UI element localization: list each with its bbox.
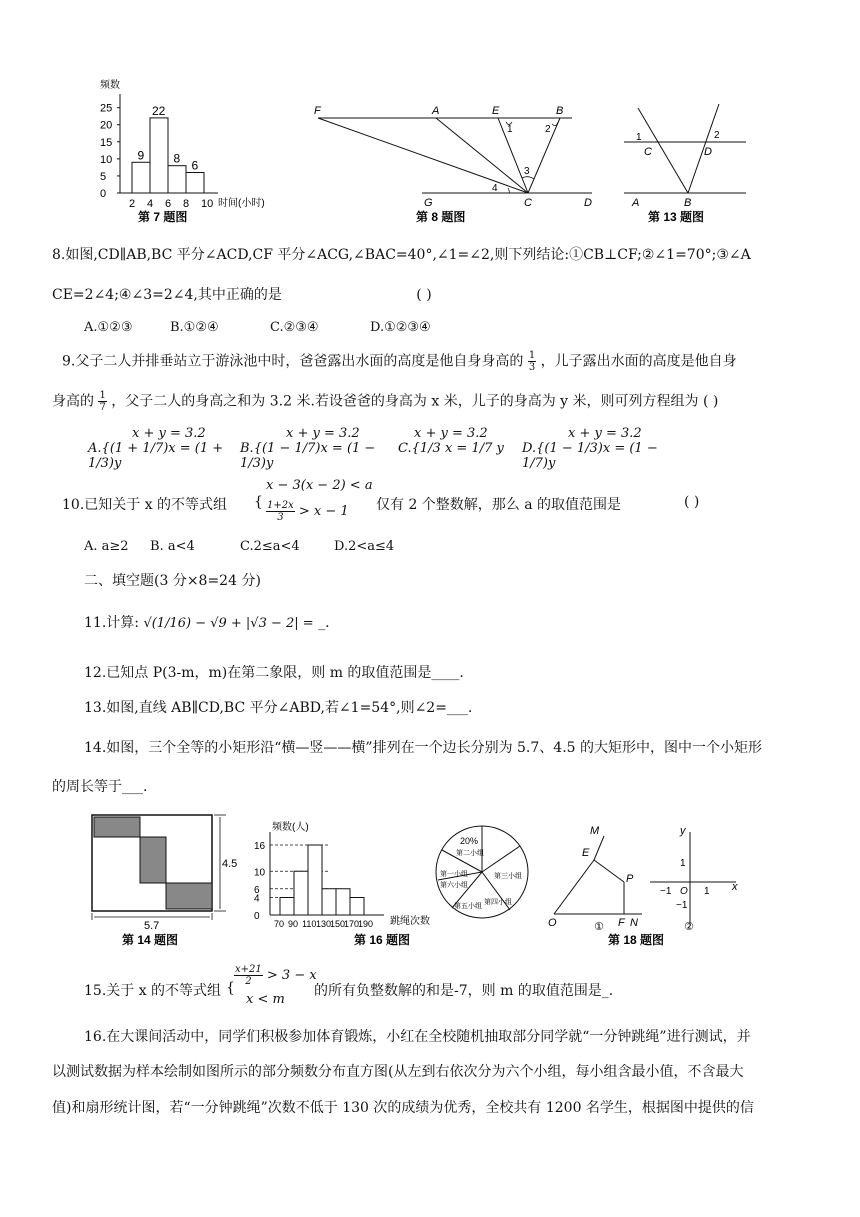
fig7-ytick: 10: [100, 153, 113, 166]
q10-option-c: C.2≤a<4: [240, 539, 300, 554]
q8-line-2: [52, 284, 432, 304]
fig7-bar-label: 8: [173, 151, 181, 166]
q10-ineq-2: [266, 500, 349, 523]
fig16-xlabel: 跳绳次数: [390, 916, 430, 927]
q10-option-a: A. a≥2: [84, 539, 129, 554]
q9-option-b-top: x + y = 3.2: [286, 426, 360, 441]
q10-ineq-2-num: 1+2x: [267, 500, 294, 511]
fig18-mark-2: ②: [684, 921, 694, 933]
fig13-label-D: D: [704, 146, 712, 158]
q10-ineq-2-den: 3: [277, 512, 284, 523]
fig18-label-M: M: [590, 825, 600, 837]
fig18-tick-y1: 1: [680, 858, 686, 869]
q9-option-c-top: x + y = 3.2: [414, 426, 488, 441]
q9-option-c-bottom: 1/3 x = 1/7 y: [419, 441, 504, 456]
q9-line-2a: 身高的: [52, 393, 94, 410]
fig7-ytick: 20: [100, 119, 113, 132]
q8-option-b: B.①②④: [170, 320, 219, 335]
q10-suffix: 仅有 2 个整数解，那么 a 的取值范围是: [376, 497, 622, 513]
q15-ineq-1: [234, 964, 317, 987]
fig13-caption: 第 13 题图: [648, 210, 705, 224]
fig18-tick-ym1: −1: [676, 900, 688, 911]
fig7-ytick: 15: [100, 136, 113, 149]
fig18-axis-x: x: [732, 881, 738, 893]
fig8-label-C: C: [524, 197, 532, 209]
q9-option-b-bottom: (1 − 1/7)x = (1 − 1/3)y: [240, 441, 376, 471]
q9-option-c: x + y = 3.2 C.{1/3 x = 1/7 y: [398, 426, 518, 456]
q14-line-2: 的周长等于___.: [52, 779, 148, 795]
q9-option-c-label: C.: [398, 441, 412, 456]
fig7-ylabel: 频数: [100, 80, 120, 91]
fig16-pie-group-3: 第三小组: [494, 873, 522, 880]
q9-option-a-top: x + y = 3.2: [132, 426, 206, 441]
fig16-xtick: 150: [330, 919, 346, 929]
fig16-bar: [308, 845, 322, 915]
q8-line-1: 8.如图,CD∥AB,BC 平分∠ACD,CF 平分∠ACG,∠BAC=40°,∠1=∠2,则下列结论:①CB⊥CF;②∠1=70°;③∠A: [52, 247, 751, 263]
fig16-bar: [280, 898, 294, 916]
fig7-ytick: 0: [100, 188, 107, 200]
q9-option-a-bottom: (1 + 1/7)x = (1 + 1/3)y: [88, 441, 224, 471]
fig16-bar: [336, 889, 350, 915]
fig7-xtick: 10: [201, 198, 214, 210]
fig18-label-O: O: [548, 917, 557, 929]
fig18-tick-x1: 1: [704, 886, 710, 897]
fig16-pie-group-2: 第二小组: [456, 850, 484, 857]
section-2-heading: 二、填空题(3 分×8=24 分): [84, 573, 261, 589]
fig16-ytick: 6: [254, 884, 260, 896]
fig8-label-A: A: [432, 105, 440, 117]
fig7-xtick: 4: [147, 198, 154, 210]
fig8-angle-3: 3: [524, 166, 530, 177]
fig8-label-E: E: [492, 105, 500, 117]
fig13-label-C: C: [644, 146, 652, 158]
fig16-xtick: 90: [288, 919, 299, 929]
fig14-height-label: 4.5: [222, 858, 238, 870]
q9-line-1: [62, 350, 737, 373]
q9-option-b-label: B.: [240, 441, 254, 456]
figure-16-pie: [430, 820, 540, 920]
fig14-caption: 第 14 题图: [122, 933, 179, 947]
q8-option-d: D.①②③④: [370, 320, 431, 335]
q9-line-1b: ，儿子露出水面的高度是他自身: [540, 353, 737, 370]
fig16-pie-group-4: 第四小组: [484, 899, 512, 906]
q10-ineq-2-frac: [266, 500, 295, 523]
fig18-origin: O: [680, 886, 688, 897]
fig13-angle-1: 1: [636, 132, 642, 143]
figure-14-rectangles: [86, 810, 246, 950]
q10-brace: {: [254, 494, 263, 510]
q9-line-1a: 9.父子二人并排垂站立于游泳池中时，爸爸露出水面的高度是他自身身高的: [62, 353, 524, 370]
q9-frac2-den: 7: [99, 402, 106, 413]
q9-option-d-label: D.: [522, 441, 537, 456]
q9-fraction-1-7: [98, 390, 106, 413]
fig16-ytick: 16: [254, 841, 266, 852]
q8-line-2-text: CE=2∠4;④∠3=2∠4,其中正确的是: [52, 287, 282, 303]
fig8-label-F: F: [314, 105, 321, 117]
q10-option-d: D.2<a≤4: [334, 539, 395, 554]
q11-prefix: 11.计算:: [84, 615, 139, 631]
q9-option-a: x + y = 3.2 A.{(1 + 1/7)x = (1 + 1/3)y: [88, 426, 248, 471]
q15-ineq-1-frac: [234, 964, 263, 987]
fig8-label-G: G: [424, 197, 433, 209]
q8-option-c: C.②③④: [270, 320, 319, 335]
fig13-label-B: B: [684, 197, 692, 209]
figure-13-geometry: [618, 100, 758, 230]
fig7-xtick: 6: [165, 198, 172, 210]
fig18-label-E: E: [582, 847, 590, 859]
fig16-caption: 第 16 题图: [354, 933, 411, 947]
q14-line-1: 14.如图，三个全等的小矩形沿“横—竖——横”排列在一个边长分别为 5.7、4.5 的大矩形中，图中一个小矩形: [84, 740, 763, 756]
fig16-pie-percent: 20%: [460, 836, 479, 846]
fig7-bar: [132, 162, 150, 193]
fig16-bar: [322, 889, 336, 915]
q12: 12.已知点 P(3-m，m)在第二象限，则 m 的取值范围是____.: [84, 665, 464, 681]
fig16-xtick: 170: [344, 919, 360, 929]
q10-paren: ( ): [684, 494, 700, 510]
q10-prefix: 10.已知关于 x 的不等式组: [62, 497, 228, 513]
fig8-angle-1: 1: [507, 124, 513, 135]
figure-16-histogram: [250, 810, 440, 950]
fig8-label-D: D: [584, 197, 592, 209]
fig16-xtick: 110: [302, 919, 317, 929]
figure-7-histogram: [78, 70, 308, 230]
fig7-bar: [150, 118, 168, 193]
fig7-xtick: 8: [183, 198, 190, 210]
fig18-caption: 第 18 题图: [608, 933, 665, 947]
q11-expression: √(1/16) − √9 + |√3 − 2| =: [143, 616, 314, 631]
q13: 13.如图,直线 AB∥CD,BC 平分∠ABD,若∠1=54°,则∠2=___.: [84, 700, 473, 716]
q9-frac1-num: 1: [528, 350, 536, 361]
fig7-caption: 第 7 题图: [138, 210, 188, 224]
fig7-bar-label: 22: [152, 103, 166, 118]
fig8-angle-2: 2: [545, 124, 551, 135]
q9-option-d-bottom: (1 − 1/3)x = (1 − 1/7)y: [522, 441, 658, 471]
fig8-label-B: B: [556, 105, 564, 117]
fig16-bar: [294, 871, 308, 915]
fig7-bar-label: 9: [137, 148, 145, 163]
fig18-label-N: N: [630, 917, 638, 929]
q15-ineq-1-rest: > 3 − x: [266, 968, 317, 983]
figure-8-geometry: [310, 100, 610, 230]
q15-ineq-1-den: 2: [245, 976, 252, 987]
q16-line-1: 16.在大课间活动中，同学们积极参加体育锻炼，小红在全校随机抽取部分同学就“一分钟跳绳”进行测试，并: [84, 1029, 751, 1045]
q15-ineq-2: x < m: [246, 992, 285, 1007]
q9-option-d: x + y = 3.2 D.{(1 − 1/3)x = (1 − 1/7)y: [522, 426, 692, 471]
fig8-angle-4: 4: [492, 183, 498, 194]
fig7-bar: [168, 166, 186, 193]
fig16-xtick: 190: [358, 919, 374, 929]
fig16-bar: [350, 898, 364, 916]
fig18-tick-xm1: −1: [660, 886, 672, 897]
q9-frac2-num: 1: [99, 390, 106, 401]
fig16-pie-group-5: 第五小组: [454, 903, 482, 910]
q11: [84, 612, 330, 632]
fig18-axis-y: y: [680, 825, 686, 837]
fig8-caption: 第 8 题图: [416, 210, 466, 224]
q9-option-d-top: x + y = 3.2: [568, 426, 642, 441]
q8-answer-paren: ( ): [416, 287, 432, 303]
q8-option-a: A.①②③: [84, 320, 133, 335]
fig7-bar-label: 6: [191, 158, 199, 173]
q16-line-2: 以测试数据为样本绘制如图所示的部分频数分布直方图(从左到右依次分为六个小组，每小组含最小值，不含最大: [52, 1064, 744, 1080]
fig18-label-F: F: [618, 917, 625, 929]
q16-line-3: 值)和扇形统计图，若“一分钟跳绳”次数不低于 130 次的成绩为优秀，全校共有 1200 名学生，根据图中提供的信: [52, 1100, 754, 1116]
fig16-ylabel: 频数(人): [272, 822, 309, 833]
q15-ineq-1-num: x+21: [235, 964, 262, 975]
q10-option-b: B. a<4: [150, 539, 195, 554]
fig16-xtick: 130: [316, 919, 332, 929]
fig7-xtick: 2: [129, 198, 136, 210]
q9-line-2: [52, 390, 718, 413]
q9-frac1-den: 3: [528, 362, 536, 373]
fig13-angle-2: 2: [714, 130, 720, 141]
q9-fraction-1-3: [528, 350, 536, 373]
fig16-pie-group-6: 第六小组: [440, 882, 468, 889]
fig7-ytick: 5: [100, 170, 107, 183]
q15-brace: {: [226, 980, 235, 996]
q9-option-a-label: A.: [88, 441, 102, 456]
fig14-width-label: 5.7: [144, 920, 160, 932]
fig16-pie-group-1: 第一小组: [440, 871, 468, 878]
fig16-ytick: 10: [254, 867, 266, 879]
figure-18-diagrams: [540, 820, 750, 950]
q9-option-b: x + y = 3.2 B.{(1 − 1/7)x = (1 − 1/3)y: [240, 426, 400, 471]
fig18-mark-1: ①: [594, 921, 604, 933]
q11-suffix: _.: [318, 615, 330, 631]
fig7-bar: [186, 173, 204, 193]
fig7-ytick: 25: [100, 102, 113, 115]
q10-ineq-1: x − 3(x − 2) < a: [266, 478, 373, 493]
fig16-ytick: 0: [254, 911, 260, 922]
fig13-label-A: A: [632, 197, 640, 209]
q15-suffix: 的所有负整数解的和是-7，则 m 的取值范围是_.: [314, 983, 614, 999]
q10-ineq-2-rest: > x − 1: [298, 504, 349, 519]
q9-line-2b: ，父子二人的身高之和为 3.2 米.若设爸爸的身高为 x 米，儿子的身高为 y 米，则可列方程组为 ( ): [111, 393, 719, 410]
q15-prefix: 15.关于 x 的不等式组: [84, 983, 222, 999]
fig16-xtick: 70: [274, 919, 285, 929]
fig16-ytick: 4: [254, 893, 260, 905]
fig18-label-P: P: [626, 873, 634, 885]
fig7-xlabel: 时间(小时): [218, 198, 265, 209]
